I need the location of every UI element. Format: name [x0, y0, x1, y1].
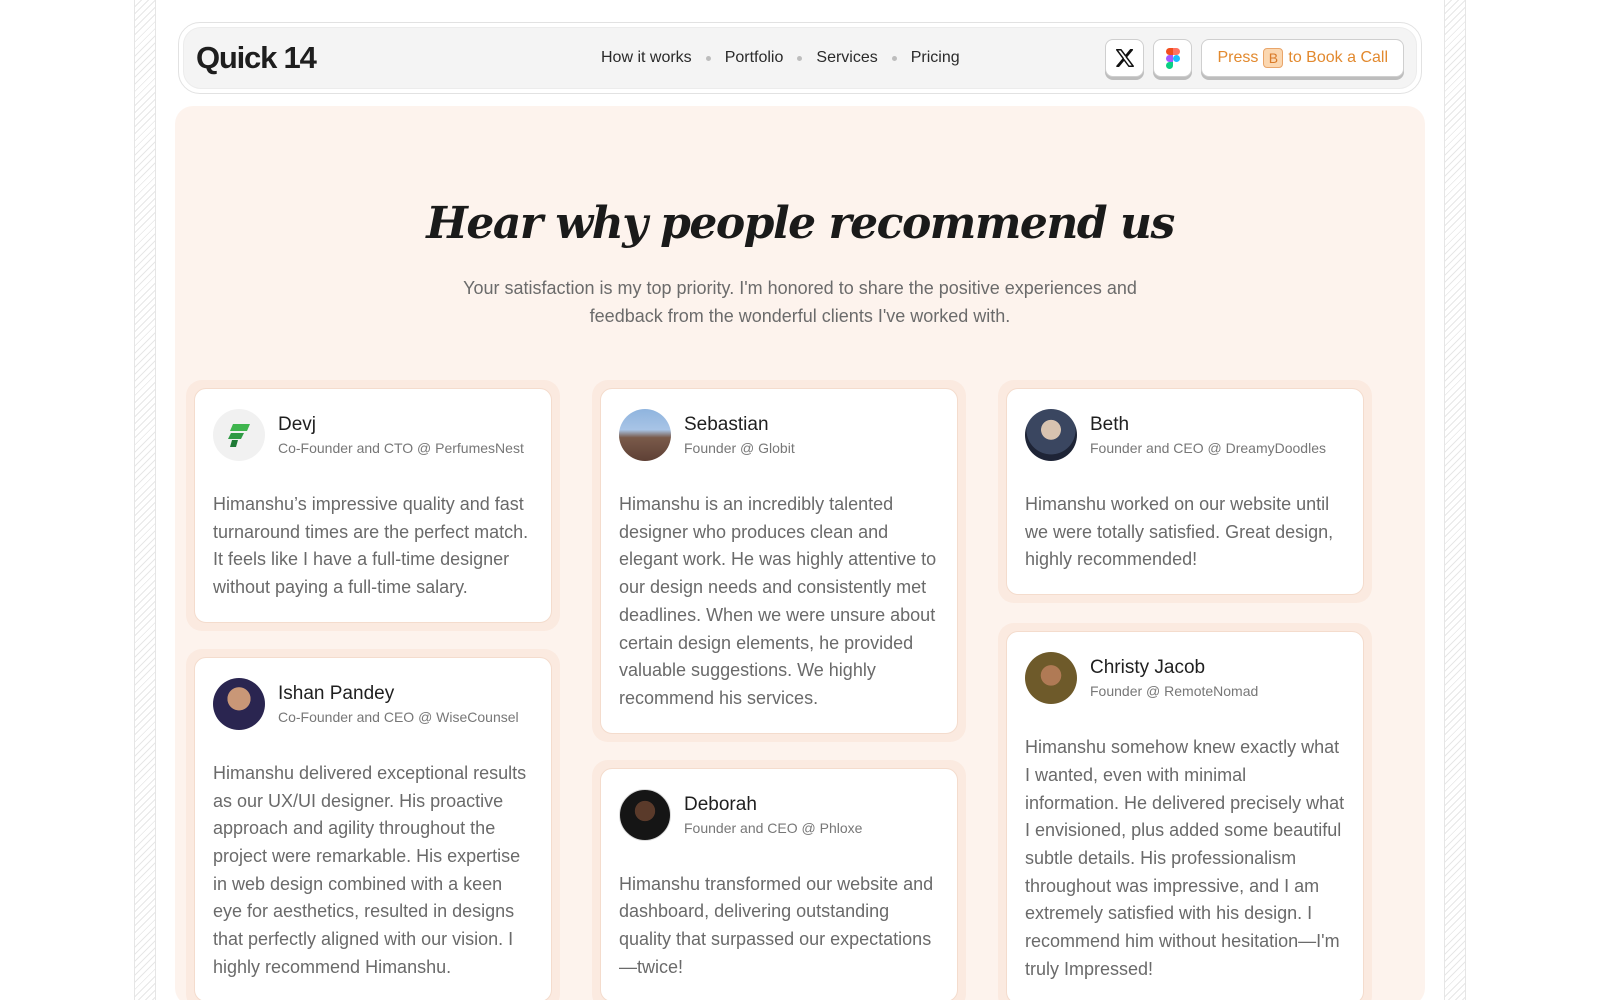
nav-actions — [1105, 28, 1404, 88]
testimonial-card — [592, 380, 966, 742]
keyboard-key-badge: B — [1263, 48, 1283, 68]
x-social-button[interactable] — [1105, 39, 1144, 77]
testimonial-column-1 — [186, 380, 560, 1000]
nav-link-portfolio[interactable]: Portfolio — [724, 49, 784, 66]
nav-menu — [601, 28, 960, 88]
reviewer-name: Beth — [1090, 414, 1130, 435]
nav-link-services[interactable]: Services — [816, 49, 878, 66]
reviewer-avatar — [619, 409, 671, 461]
testimonial-card — [186, 649, 560, 1000]
reviewer-name: Sebastian — [684, 414, 769, 435]
testimonial-quote: Himanshu transformed our website and dashboard, delivering outstanding quality that surpassed our expectations—twice! — [619, 873, 934, 977]
cta-prefix: Press — [1217, 49, 1259, 66]
testimonial-column-2 — [592, 380, 966, 1000]
section-title: Hear why people recommend us — [426, 198, 1174, 249]
nav-separator-dot — [892, 56, 897, 61]
reviewer-name: Deborah — [684, 793, 757, 815]
nav-separator-dot — [706, 56, 711, 61]
section-subtitle: Your satisfaction is my top priority. I'm honored to share the positive experiences and feedback from the wonderful clients I've worked with. — [463, 278, 1137, 326]
reviewer-role: Founder @ RemoteNomad — [1090, 683, 1259, 700]
nav-separator-dot — [797, 56, 802, 61]
testimonial-card — [592, 760, 966, 1000]
testimonial-card — [998, 380, 1372, 603]
testimonials-section — [175, 106, 1425, 1000]
testimonial-quote: Himanshu worked on our website until we were totally satisfied. Great design, highly recommended! — [1025, 494, 1334, 570]
nav-link-pricing[interactable]: Pricing — [910, 49, 960, 66]
reviewer-role: Co-Founder and CTO @ PerfumesNest — [278, 440, 524, 456]
figma-button[interactable] — [1153, 39, 1192, 77]
testimonial-card — [998, 623, 1372, 1000]
reviewer-avatar — [619, 789, 671, 841]
reviewer-name: Ishan Pandey — [278, 682, 395, 704]
navbar-inner — [183, 27, 1417, 89]
testimonial-quote: Himanshu is an incredibly talented designer who produces clean and elegant work. He was highly attentive to our design needs and consistently met deadlines. When we were unsure about certain design elements, he provided valuable suggestions. We highly recommend his services. — [619, 494, 937, 708]
figma-logo-icon — [1166, 48, 1180, 69]
cta-suffix: to Book a Call — [1288, 49, 1388, 66]
testimonial-column-3 — [998, 380, 1372, 1000]
reviewer-role: Co-Founder and CEO @ WiseCounsel — [278, 708, 519, 725]
reviewer-avatar — [1025, 652, 1077, 704]
testimonial-quote: Himanshu somehow knew exactly what I wanted, even with minimal information. He delivered precisely what I envisioned, plus added some beautiful subtle details. His professionalism throughout was impressive, and I am extremely satisfied with his design. I recommend him without hesitation—I'm truly Impressed! — [1025, 737, 1345, 979]
brand-logo[interactable]: Quick 14 — [196, 40, 316, 75]
left-decorative-rail — [134, 0, 156, 1000]
testimonial-quote: Himanshu’s impressive quality and fast turnaround times are the perfect match. It feels like I have a full-time designer without paying a full-time salary. — [213, 494, 529, 598]
testimonial-quote: Himanshu delivered exceptional results as our UX/UI designer. His proactive approach and agility throughout the project were remarkable. His expertise in web design combined with a keen eye for aesthetics, resulted in designs that perfectly aligned with our vision. I highly recommend Himanshu. — [213, 762, 527, 977]
reviewer-name: Devj — [278, 414, 317, 435]
reviewer-role: Founder and CEO @ DreamyDoodles — [1090, 440, 1326, 456]
company-logo-avatar — [213, 409, 265, 461]
navbar — [178, 22, 1422, 94]
reviewer-avatar — [1025, 409, 1077, 461]
reviewer-role: Founder @ Globit — [684, 440, 795, 456]
reviewer-avatar — [213, 678, 265, 730]
testimonial-card — [186, 380, 560, 631]
reviewer-name: Christy Jacob — [1090, 657, 1206, 679]
nav-link-how-it-works[interactable]: How it works — [601, 49, 692, 66]
right-decorative-rail — [1444, 0, 1466, 1000]
perfumesnest-logo-icon — [224, 420, 254, 450]
reviewer-role: Founder and CEO @ Phloxe — [684, 819, 863, 836]
x-logo-icon — [1114, 47, 1136, 69]
book-call-button[interactable] — [1201, 39, 1404, 77]
